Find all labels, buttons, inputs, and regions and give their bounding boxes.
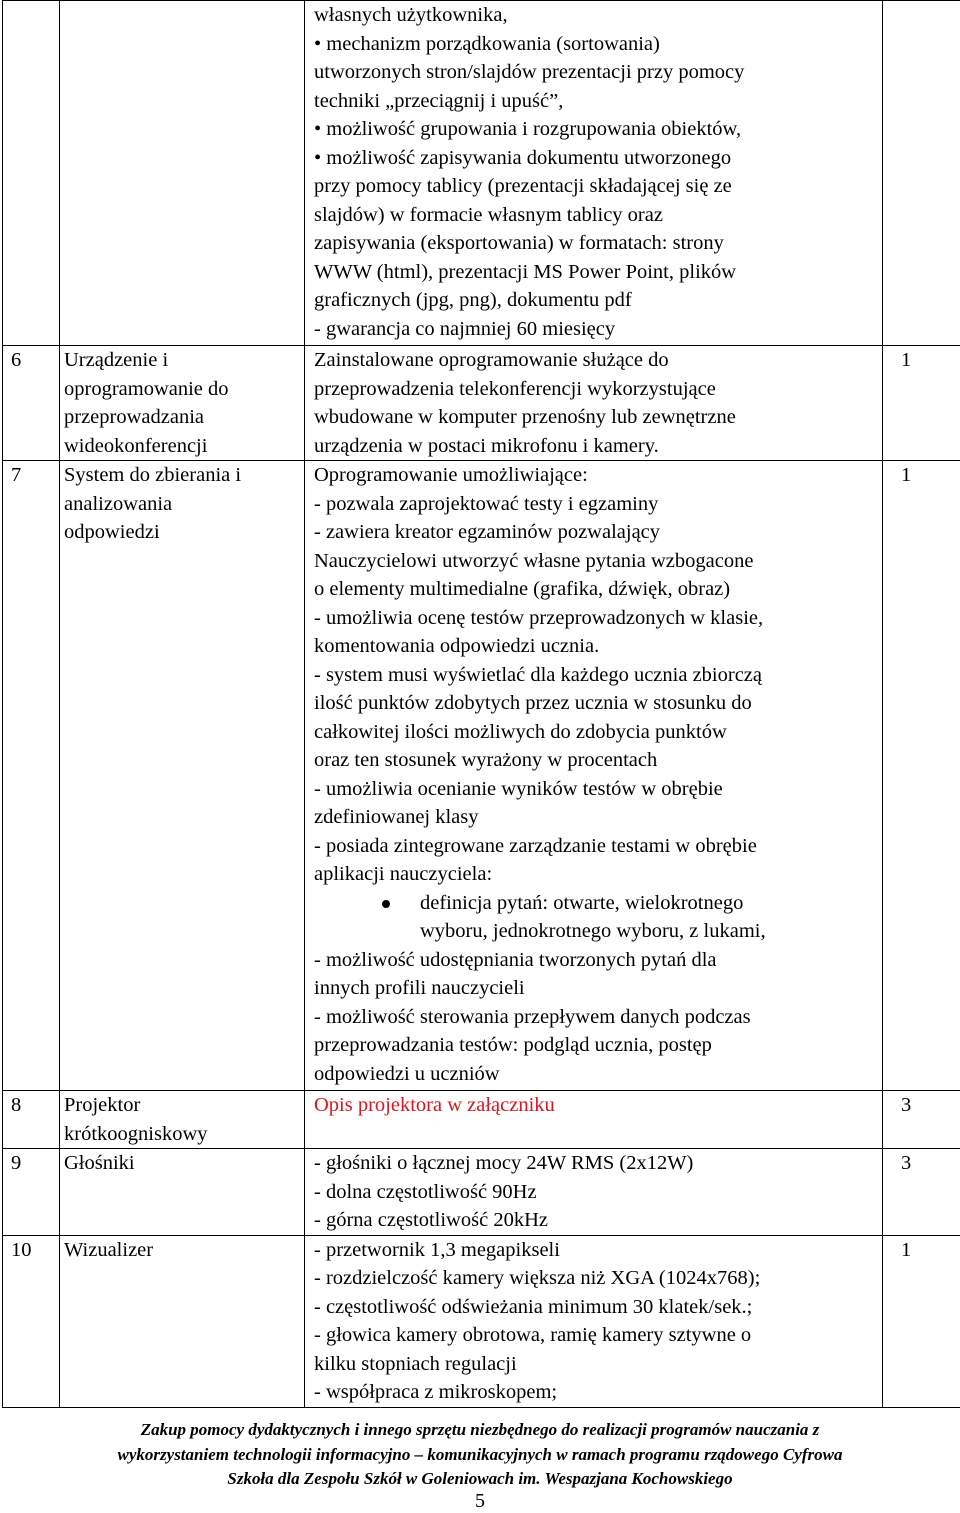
item-number: 10 bbox=[3, 1235, 60, 1407]
item-quantity: 1 bbox=[883, 461, 960, 1091]
description-line: całkowitej ilości możliwych do zdobycia punktów bbox=[314, 720, 727, 743]
item-quantity: 1 bbox=[883, 1235, 960, 1407]
description-sub-item bbox=[314, 917, 876, 946]
description-line: wbudowane w komputer przenośny lub zewnętrzne bbox=[314, 406, 736, 428]
description-line: o elementy multimedialne (grafika, dźwięk, obraz) bbox=[314, 578, 731, 600]
description-line: kilku stopniach regulacji bbox=[314, 1352, 517, 1375]
description-line: - dolna częstotliwość 90Hz bbox=[314, 1180, 537, 1203]
item-name-line: Urządzenie i bbox=[64, 349, 169, 371]
item-quantity bbox=[883, 1, 960, 346]
item-description bbox=[305, 1149, 883, 1236]
description-line: • mechanizm porządkowania (sortowania) bbox=[314, 32, 660, 55]
description-line: graficznych (jpg, png), dokumentu pdf bbox=[314, 289, 632, 311]
item-number: 6 bbox=[3, 346, 60, 461]
description-line: - możliwość udostępniania tworzonych pytań dla bbox=[314, 948, 717, 971]
item-name-line: System do zbierania i bbox=[64, 464, 242, 486]
description-line-text: definicja pytań: otwarte, wielokrotnego bbox=[420, 891, 744, 914]
table-row bbox=[3, 461, 960, 1091]
item-name-line: wideokonferencji bbox=[64, 434, 208, 457]
item-description bbox=[305, 1, 883, 346]
description-line: - rozdzielczość kamery większa niż XGA (1024x768); bbox=[314, 1267, 761, 1289]
description-line: - częstotliwość odświeżania minimum 30 klatek/sek.; bbox=[314, 1295, 753, 1318]
description-line: Nauczycielowi utworzyć własne pytania wzbogacone bbox=[314, 549, 754, 572]
description-line: - współpraca z mikroskopem; bbox=[314, 1381, 558, 1403]
item-quantity: 1 bbox=[883, 346, 960, 461]
spec-table bbox=[2, 0, 960, 1408]
item-name bbox=[60, 1, 305, 346]
item-name-line: Projektor bbox=[64, 1094, 141, 1116]
table-row bbox=[3, 1149, 960, 1236]
item-description bbox=[305, 346, 883, 461]
description-line: • możliwość zapisywania dokumentu utworzonego bbox=[314, 146, 732, 169]
description-line: - pozwala zaprojektować testy i egzaminy bbox=[314, 492, 659, 515]
description-line: - przetwornik 1,3 megapikseli bbox=[314, 1238, 560, 1261]
item-number: 8 bbox=[3, 1091, 60, 1149]
description-line: własnych użytkownika, bbox=[314, 4, 508, 26]
description-line: oraz ten stosunek wyrażony w procentach bbox=[314, 749, 658, 771]
description-line: - głowica kamery obrotowa, ramię kamery sztywne o bbox=[314, 1324, 752, 1346]
description-line: - umożliwia ocenę testów przeprowadzonych w klasie, bbox=[314, 606, 764, 629]
item-quantity: 3 bbox=[883, 1091, 960, 1149]
item-number: 9 bbox=[3, 1149, 60, 1236]
item-name bbox=[60, 346, 305, 461]
bullet-icon bbox=[382, 900, 390, 908]
description-line: - górna częstotliwość 20kHz bbox=[314, 1209, 548, 1231]
item-quantity: 3 bbox=[883, 1149, 960, 1236]
item-name-line: oprogramowanie do bbox=[64, 377, 229, 400]
description-line: techniki „przeciągnij i upuść”, bbox=[314, 89, 564, 112]
description-line: - zawiera kreator egzaminów pozwalający bbox=[314, 521, 661, 543]
item-description bbox=[305, 1235, 883, 1407]
description-line: WWW (html), prezentacji MS Power Point, plików bbox=[314, 260, 737, 283]
description-line: Oprogramowanie umożliwiające: bbox=[314, 464, 588, 486]
description-line: przeprowadzania testów: podgląd ucznia, postęp bbox=[314, 1034, 712, 1056]
description-line: - możliwość sterowania przepływem danych podczas bbox=[314, 1005, 751, 1028]
description-line-text: wyboru, jednokrotnego wyboru, z lukami, bbox=[420, 920, 766, 942]
description-line: komentowania odpowiedzi ucznia. bbox=[314, 635, 600, 657]
table-row bbox=[3, 1235, 960, 1407]
item-number: 7 bbox=[3, 461, 60, 1091]
footer-line-3: Szkoła dla Zespołu Szkół w Goleniowach im. Wespazjana Kochowskiego bbox=[227, 1469, 733, 1488]
description-line: - gwarancja co najmniej 60 miesięcy bbox=[314, 317, 616, 340]
description-line: zdefiniowanej klasy bbox=[314, 806, 479, 828]
footer bbox=[0, 1418, 960, 1492]
table-row bbox=[3, 346, 960, 461]
item-name bbox=[60, 461, 305, 1091]
page-number: 5 bbox=[475, 1490, 485, 1512]
item-name-line: odpowiedzi bbox=[64, 521, 160, 543]
item-name-line: Wizualizer bbox=[64, 1238, 154, 1261]
description-line: - system musi wyświetlać dla każdego ucznia zbiorczą bbox=[314, 663, 762, 686]
description-line: - posiada zintegrowane zarządzanie testami w obrębie bbox=[314, 834, 757, 857]
description-line: odpowiedzi u uczniów bbox=[314, 1062, 500, 1085]
description-line: innych profili nauczycieli bbox=[314, 977, 525, 999]
item-name-line: krótkoogniskowy bbox=[64, 1122, 208, 1145]
item-description bbox=[305, 461, 883, 1091]
footer-line-2: wykorzystaniem technologii informacyjno – komunikacyjnych w ramach programu rządowego Cyfrowa bbox=[117, 1444, 843, 1464]
table-row bbox=[3, 1091, 960, 1149]
description-line: ilość punktów zdobytych przez ucznia w stosunku do bbox=[314, 692, 752, 714]
description-line: przy pomocy tablicy (prezentacji składającej się ze bbox=[314, 175, 732, 197]
description-line: • możliwość grupowania i rozgrupowania obiektów, bbox=[314, 118, 742, 140]
item-name bbox=[60, 1149, 305, 1236]
description-sub-item bbox=[314, 889, 876, 918]
footer-line-1: Zakup pomocy dydaktycznych i innego sprzętu niezbędnego do realizacji programów nauczania z bbox=[140, 1420, 820, 1439]
description-line: Zainstalowane oprogramowanie służące do bbox=[314, 349, 669, 371]
item-number bbox=[3, 1, 60, 346]
description-line: utworzonych stron/slajdów prezentacji przy pomocy bbox=[314, 61, 745, 83]
description-line: przeprowadzenia telekonferencji wykorzystujące bbox=[314, 377, 716, 400]
description-line: Opis projektora w załączniku bbox=[314, 1094, 555, 1116]
table-row bbox=[3, 1, 960, 346]
item-name-line: Głośniki bbox=[64, 1152, 135, 1174]
item-name-line: analizowania bbox=[64, 492, 173, 515]
item-name bbox=[60, 1091, 305, 1149]
description-line: - umożliwia ocenianie wyników testów w obrębie bbox=[314, 777, 723, 800]
item-name bbox=[60, 1235, 305, 1407]
item-description bbox=[305, 1091, 883, 1149]
description-line: urządzenia w postaci mikrofonu i kamery. bbox=[314, 434, 659, 457]
description-line: slajdów) w formacie własnym tablicy oraz bbox=[314, 203, 663, 226]
description-line: aplikacji nauczyciela: bbox=[314, 863, 493, 885]
description-line: - głośniki o łącznej mocy 24W RMS (2x12W) bbox=[314, 1152, 694, 1174]
item-name-line: przeprowadzania bbox=[64, 406, 204, 428]
description-line: zapisywania (eksportowania) w formatach: strony bbox=[314, 232, 724, 254]
